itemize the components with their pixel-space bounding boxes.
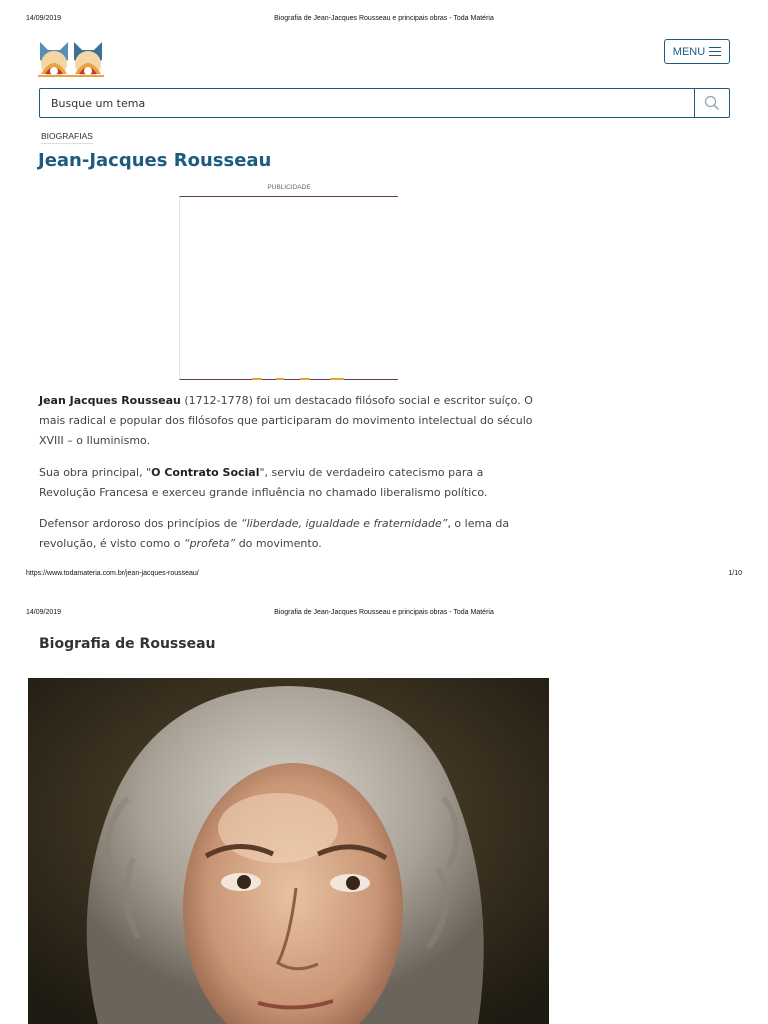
motto-italic: “liberdade, igualdade e fraternidade” — [240, 517, 448, 530]
site-logo[interactable] — [38, 38, 104, 78]
search-input[interactable] — [40, 89, 694, 117]
menu-label: MENU — [672, 45, 706, 58]
menu-button[interactable] — [664, 39, 730, 64]
search-bar — [39, 88, 730, 118]
search-icon — [704, 95, 720, 111]
page-title: Jean-Jacques Rousseau — [38, 150, 272, 171]
intro-paragraph-2 — [39, 463, 539, 503]
print-page-number: 1/10 — [728, 570, 742, 577]
print-footer — [26, 570, 742, 580]
intro-paragraph-1 — [39, 391, 539, 451]
p3-before: Defensor ardoroso dos princípios de — [39, 517, 241, 530]
hamburger-icon — [709, 47, 721, 56]
portrait-illustration — [28, 678, 549, 1024]
owl-logo-icon — [38, 38, 104, 78]
rousseau-portrait — [28, 678, 549, 1024]
contrato-social-bold: O Contrato Social — [151, 466, 260, 479]
p3-mid: , o lema da revolução, é visto como o — [39, 517, 510, 550]
print-header — [26, 15, 742, 25]
search-button[interactable] — [694, 89, 729, 117]
p1-text: (1712-1778) foi um destacado filósofo social e escritor suíço. O mais radical e popular dos filósofos que participaram do movimento intelectual do século XVIII – o Iluminismo. — [39, 394, 533, 447]
print-header-page-2 — [26, 609, 742, 619]
print-date: 14/09/2019 — [26, 15, 62, 22]
ad-slot[interactable] — [179, 196, 398, 380]
intro-paragraph-3 — [39, 514, 539, 554]
p2-after: ", serviu de verdadeiro catecismo para a Revolução Francesa e exerceu grande influência no chamado liberalismo político. — [39, 466, 488, 499]
ad-label: PUBLICIDADE — [267, 184, 311, 191]
print-title: Biografia de Jean-Jacques Rousseau e principais obras - Toda Matéria — [274, 609, 494, 616]
print-date: 14/09/2019 — [26, 609, 62, 616]
breadcrumb[interactable]: BIOGRAFIAS — [41, 131, 93, 144]
bold-name: Jean Jacques Rousseau — [39, 394, 181, 407]
section-title: Biografia de Rousseau — [39, 636, 216, 652]
profeta-italic: “profeta” — [183, 537, 236, 550]
print-title: Biografia de Jean-Jacques Rousseau e principais obras - Toda Matéria — [274, 15, 494, 22]
p3-after: do movimento. — [235, 537, 322, 550]
p2-before: Sua obra principal, " — [39, 466, 152, 479]
print-url: https://www.todamateria.com.br/jean-jacques-rousseau/ — [26, 570, 199, 577]
